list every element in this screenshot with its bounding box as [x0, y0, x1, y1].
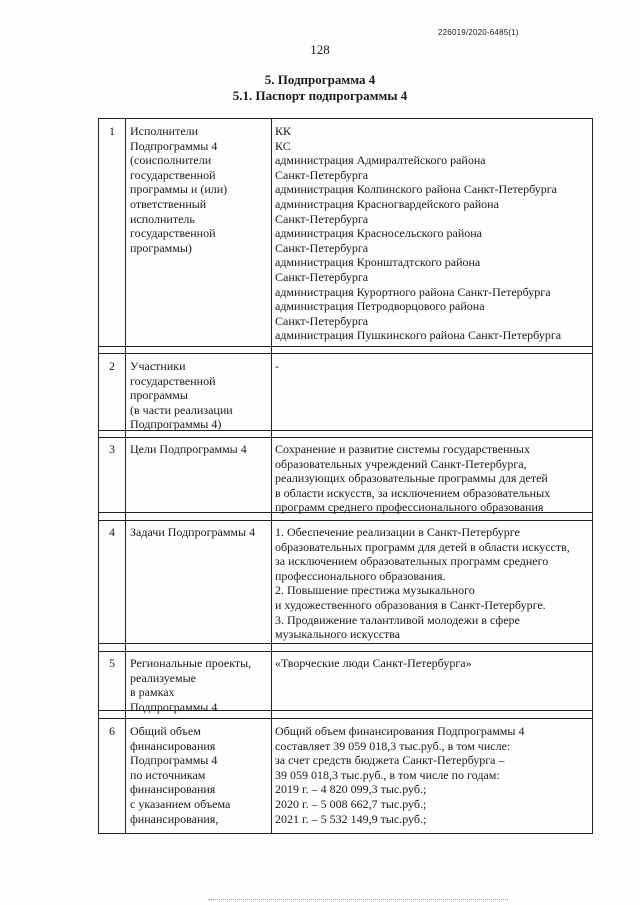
text-line: КС [275, 138, 291, 153]
text-line: 39 059 018,3 тыс.руб., в том числе по годам: [275, 767, 500, 782]
row-number: 1 [109, 124, 115, 138]
row-number: 2 [109, 359, 115, 373]
text-line: 2019 г. – 4 820 099,3 тыс.руб.; [275, 782, 427, 797]
text-line: Сохранение и развитие системы государственных [275, 442, 530, 456]
row-divider [98, 651, 593, 652]
text-line: 3. Продвижение талантливой молодежи в сфере [275, 612, 520, 627]
text-line: Исполнители [130, 124, 199, 138]
row-label [130, 656, 270, 714]
text-line: администрация Пушкинского района Санкт-Петербурга [275, 328, 562, 343]
row-content [275, 124, 591, 343]
text-line: 1. Обеспечение реализации в Санкт-Петербурге [275, 525, 520, 539]
text-line: Задачи Подпрограммы 4 [130, 525, 256, 539]
text-line: образовательных учреждений Санкт-Петербурга, [275, 456, 527, 471]
text-line: государственной [130, 226, 216, 241]
text-line: Санкт-Петербурга [275, 240, 369, 255]
subsection-title: 5.1. Паспорт подпрограммы 4 [232, 88, 408, 103]
column-divider-1 [125, 118, 126, 834]
text-line: КК [275, 124, 292, 138]
text-line: Санкт-Петербурга [275, 211, 369, 226]
page-number: 128 [310, 42, 330, 57]
table-border-bottom [98, 833, 593, 834]
text-line: и художественного образования в Санкт-Петербурге. [275, 597, 546, 612]
row-content [275, 656, 591, 671]
text-line: финансирования [130, 738, 216, 753]
text-line: государственной [130, 373, 216, 388]
row-number: 4 [109, 525, 115, 539]
document-id: 226019/2020-6485(1) [438, 28, 519, 37]
row-number: 5 [109, 656, 115, 670]
row-label [130, 525, 270, 540]
text-line: Участники [130, 359, 186, 373]
text-line: Цели Подпрограммы 4 [130, 442, 247, 456]
row-content [275, 724, 591, 826]
text-line: администрация Красносельского района [275, 226, 482, 241]
text-line: финансирования, [130, 811, 219, 826]
text-line: Общий объем финансирования Подпрограммы 4 [275, 724, 525, 738]
text-line: образовательных программ для детей в области искусств, [275, 539, 570, 554]
text-line: в области искусств, за исключением образовательных [275, 485, 551, 500]
text-line: реализуемые [130, 670, 196, 685]
row-divider [98, 718, 593, 719]
text-line: «Творческие люди Санкт-Петербурга» [275, 656, 472, 670]
row-label [130, 359, 270, 432]
text-line: Санкт-Петербурга [275, 269, 369, 284]
text-line: по источникам [130, 767, 206, 782]
text-line: Общий объем [130, 724, 201, 738]
row-number: 6 [109, 724, 115, 738]
text-line: составляет 39 059 018,3 тыс.руб., в том числе: [275, 738, 511, 753]
bottom-scan-artifact [208, 899, 508, 902]
row-divider [98, 346, 593, 347]
text-line: администрация Красногвардейского района [275, 196, 499, 211]
row-content [275, 359, 591, 374]
text-line: администрация Колпинского района Санкт-Петербурга [275, 182, 557, 197]
table-border-left [98, 118, 99, 834]
text-line: (соисполнители [130, 153, 212, 168]
text-line: Подпрограммы 4 [130, 699, 218, 714]
table-border-right [592, 118, 593, 834]
text-line: ответственный [130, 196, 207, 211]
text-line: Подпрограммы 4 [130, 138, 218, 153]
text-line: реализующих образовательные программы для детей [275, 471, 548, 486]
text-line: администрация Адмиралтейского района [275, 153, 486, 168]
row-number: 3 [109, 442, 115, 456]
text-line: программы) [130, 240, 192, 255]
text-line: в рамках [130, 685, 175, 700]
row-divider [98, 353, 593, 354]
text-line: Санкт-Петербурга [275, 167, 369, 182]
text-line: 2. Повышение престижа музыкального [275, 583, 475, 598]
text-line: 2021 г. – 5 532 149,9 тыс.руб.; [275, 811, 427, 826]
text-line: исполнитель [130, 211, 195, 226]
row-label [130, 724, 270, 826]
text-line: Региональные проекты, [130, 656, 252, 670]
column-divider-2 [271, 118, 272, 834]
text-line: (в части реализации [130, 402, 233, 417]
row-content [275, 442, 591, 515]
text-line: администрация Кронштадтского района [275, 255, 481, 270]
text-line: - [275, 359, 279, 373]
row-label [130, 124, 270, 255]
text-line: финансирования [130, 782, 216, 797]
text-line: государственной [130, 167, 216, 182]
text-line: с указанием объема [130, 796, 231, 811]
text-line: администрация Курортного района Санкт-Петербурга [275, 284, 551, 299]
section-title: 5. Подпрограмма 4 [264, 72, 376, 87]
row-divider [98, 643, 593, 644]
text-line: программ среднего профессионального образования [275, 500, 544, 515]
row-content [275, 525, 591, 642]
row-divider [98, 520, 593, 521]
text-line: Санкт-Петербурга [275, 313, 369, 328]
passport-table [98, 118, 593, 834]
text-line: за исключением образовательных программ среднего [275, 554, 549, 569]
row-label [130, 442, 270, 457]
text-line: за счет средств бюджета Санкт-Петербурга – [275, 753, 505, 768]
table-border-top [98, 118, 593, 119]
text-line: программы и (или) [130, 182, 228, 197]
text-line: профессионального образования. [275, 568, 446, 583]
text-line: Подпрограммы 4) [130, 417, 222, 432]
text-line: программы [130, 388, 188, 403]
row-divider [98, 437, 593, 438]
text-line: Подпрограммы 4 [130, 753, 218, 768]
text-line: администрация Петродворцового района [275, 299, 485, 314]
text-line: 2020 г. – 5 008 662,7 тыс.руб.; [275, 796, 427, 811]
text-line: музыкального искусства [275, 627, 401, 642]
